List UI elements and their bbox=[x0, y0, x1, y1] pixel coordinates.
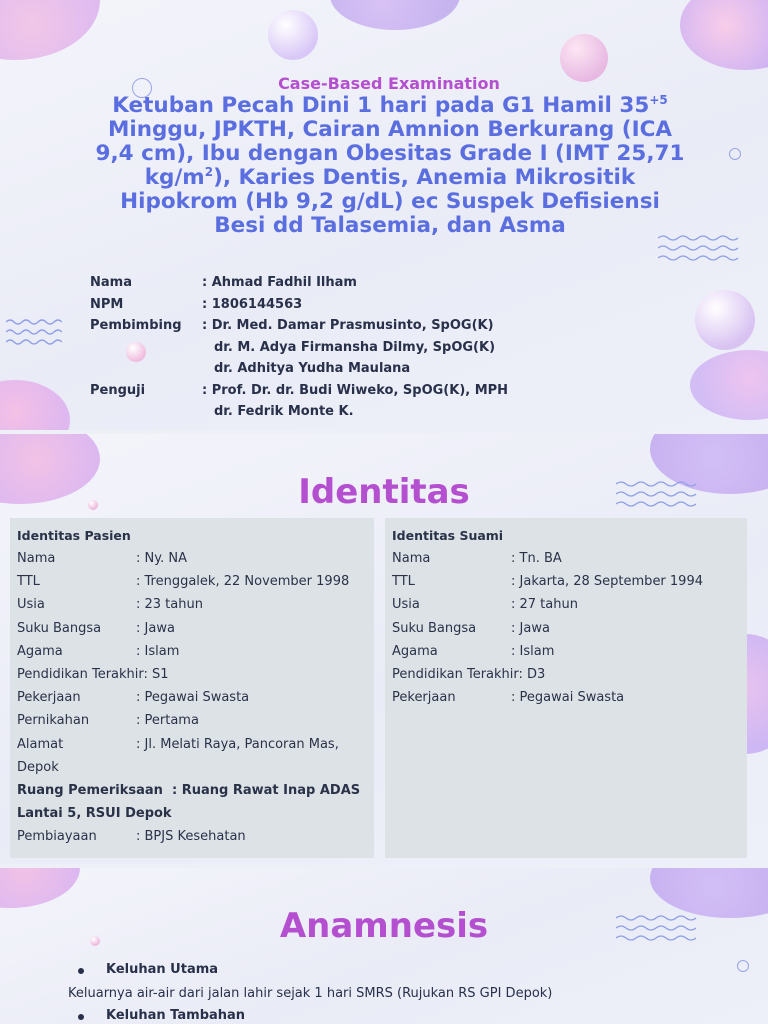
bullet-text: Keluarnya air-air dari jalan lahir sejak 1 hari SMRS (Rujukan RS GPI Depok) bbox=[68, 986, 553, 1001]
field-row bbox=[17, 640, 367, 663]
field-value: : 27 tahun bbox=[511, 597, 578, 613]
field-label: Alamat bbox=[17, 736, 64, 752]
title-line: Hipokrom (Hb 9,2 g/dL) ec Suspek Defisiensi bbox=[120, 189, 660, 214]
field-row bbox=[17, 617, 367, 640]
slide-anamnesis bbox=[0, 868, 768, 1024]
decor-blob bbox=[690, 350, 768, 420]
field-value: : Jakarta, 28 September 1994 bbox=[511, 574, 703, 590]
slide-title bbox=[0, 0, 768, 430]
panel-title: Identitas Suami bbox=[392, 528, 504, 543]
presentation-title bbox=[60, 94, 720, 238]
field-value-continued: Depok bbox=[17, 759, 59, 775]
field-label: Pekerjaan bbox=[392, 690, 456, 706]
info-value: dr. M. Adya Firmansha Dilmy, SpOG(K) bbox=[214, 339, 496, 355]
field-row bbox=[392, 547, 740, 570]
slide-identitas bbox=[0, 434, 768, 864]
decor-ring bbox=[737, 960, 749, 972]
decor-waves bbox=[6, 318, 62, 346]
decor-blob bbox=[0, 0, 100, 60]
author-info bbox=[90, 272, 570, 423]
field-label: Suku Bangsa bbox=[17, 620, 102, 636]
field-label: Agama bbox=[17, 643, 63, 659]
info-row-penguji bbox=[90, 380, 570, 402]
field-value: : Pertama bbox=[136, 713, 199, 729]
field-label: Pernikahan bbox=[17, 713, 90, 729]
identitas-pasien-panel bbox=[10, 518, 374, 858]
decor-waves bbox=[658, 234, 742, 262]
field-label: TTL bbox=[392, 574, 415, 590]
info-value: : Ahmad Fadhil Ilham bbox=[202, 275, 357, 290]
panel-title: Identitas Pasien bbox=[17, 528, 131, 543]
field-value: : Pegawai Swasta bbox=[136, 690, 250, 706]
info-label: Pembimbing bbox=[90, 318, 182, 333]
field-value: : Trenggalek, 22 November 1998 bbox=[136, 574, 350, 590]
info-value: dr. Fedrik Monte K. bbox=[214, 404, 354, 419]
title-line: kg/m bbox=[144, 165, 205, 190]
field-value: : Tn. BA bbox=[511, 551, 562, 566]
field-label: Pembiayaan bbox=[17, 829, 97, 845]
field-value: : Ny. NA bbox=[136, 551, 187, 566]
info-row-npm bbox=[90, 294, 570, 316]
field-value: : 23 tahun bbox=[136, 597, 203, 613]
field-label: Suku Bangsa bbox=[392, 620, 477, 636]
field-row-ruang bbox=[17, 779, 367, 802]
field-label: Ruang Pemeriksaan bbox=[17, 782, 163, 798]
info-row-nama bbox=[90, 272, 570, 294]
field-label: Usia bbox=[17, 597, 45, 613]
field-value: : Jawa bbox=[511, 620, 550, 636]
bullet-icon bbox=[78, 1014, 84, 1020]
bullet-icon bbox=[78, 968, 84, 974]
field-row bbox=[17, 570, 367, 593]
info-value: : Prof. Dr. dr. Budi Wiweko, SpOG(K), MPH bbox=[202, 382, 509, 398]
field-value-continued: Lantai 5, RSUI Depok bbox=[17, 806, 172, 822]
decor-bubble bbox=[695, 290, 755, 350]
title-line: Ketuban Pecah Dini 1 hari pada G1 Hamil 35 bbox=[112, 93, 650, 118]
info-label: NPM bbox=[90, 296, 124, 312]
field-row bbox=[17, 547, 367, 570]
bullet-heading: Keluhan Utama bbox=[106, 962, 219, 977]
field-row-pendidikan: Pendidikan Terakhir: S1 bbox=[17, 666, 169, 682]
field-row bbox=[392, 593, 740, 616]
field-value: : Jawa bbox=[136, 620, 175, 636]
field-label: Nama bbox=[392, 551, 431, 566]
section-heading: Anamnesis bbox=[279, 906, 489, 946]
decor-blob bbox=[330, 0, 460, 30]
field-value: : BPJS Kesehatan bbox=[136, 829, 246, 845]
info-row-pembimbing bbox=[90, 315, 570, 337]
field-value: : Islam bbox=[511, 643, 555, 659]
field-row bbox=[17, 686, 367, 709]
field-row bbox=[17, 825, 367, 848]
info-label: Nama bbox=[90, 275, 132, 290]
field-value: : Ruang Rawat Inap ADAS bbox=[172, 782, 361, 798]
field-label: Pekerjaan bbox=[17, 690, 81, 706]
title-superscript: 2 bbox=[204, 164, 214, 179]
decor-ring bbox=[729, 148, 741, 160]
decor-bubble bbox=[268, 10, 318, 60]
field-label: Agama bbox=[392, 643, 438, 659]
field-row bbox=[392, 617, 740, 640]
field-row bbox=[392, 686, 740, 709]
field-row bbox=[392, 570, 740, 593]
identitas-suami-panel bbox=[385, 518, 747, 858]
field-value: : Islam bbox=[136, 643, 180, 659]
decor-blob bbox=[680, 0, 768, 70]
field-label: Usia bbox=[392, 597, 420, 613]
title-line: ), Karies Dentis, Anemia Mikrositik bbox=[213, 165, 636, 190]
title-line: Minggu, JPKTH, Cairan Amnion Berkurang (ICA bbox=[107, 117, 673, 142]
field-row-pendidikan: Pendidikan Terakhir: D3 bbox=[392, 666, 546, 682]
decor-blob bbox=[0, 868, 80, 908]
field-label: Nama bbox=[17, 551, 56, 566]
section-heading: Identitas bbox=[298, 472, 470, 512]
bullet-heading: Keluhan Tambahan bbox=[106, 1008, 246, 1023]
title-line: Besi dd Talasemia, dan Asma bbox=[214, 213, 566, 238]
field-row bbox=[17, 733, 367, 756]
presentation-subtitle: Case-Based Examination bbox=[278, 74, 500, 93]
title-line: 9,4 cm), Ibu dengan Obesitas Grade I (IMT 25,71 bbox=[95, 141, 685, 166]
field-row bbox=[392, 640, 740, 663]
field-row bbox=[17, 709, 367, 732]
field-row bbox=[17, 593, 367, 616]
field-value: : Jl. Melati Raya, Pancoran Mas, bbox=[136, 736, 339, 752]
field-label: TTL bbox=[17, 574, 40, 590]
info-value: : 1806144563 bbox=[202, 296, 303, 312]
decor-blob bbox=[0, 380, 70, 430]
info-label: Penguji bbox=[90, 382, 146, 398]
info-value: : Dr. Med. Damar Prasmusinto, SpOG(K) bbox=[202, 318, 494, 333]
title-superscript: +5 bbox=[649, 92, 668, 107]
info-value: dr. Adhitya Yudha Maulana bbox=[214, 361, 411, 376]
field-value: : Pegawai Swasta bbox=[511, 690, 625, 706]
